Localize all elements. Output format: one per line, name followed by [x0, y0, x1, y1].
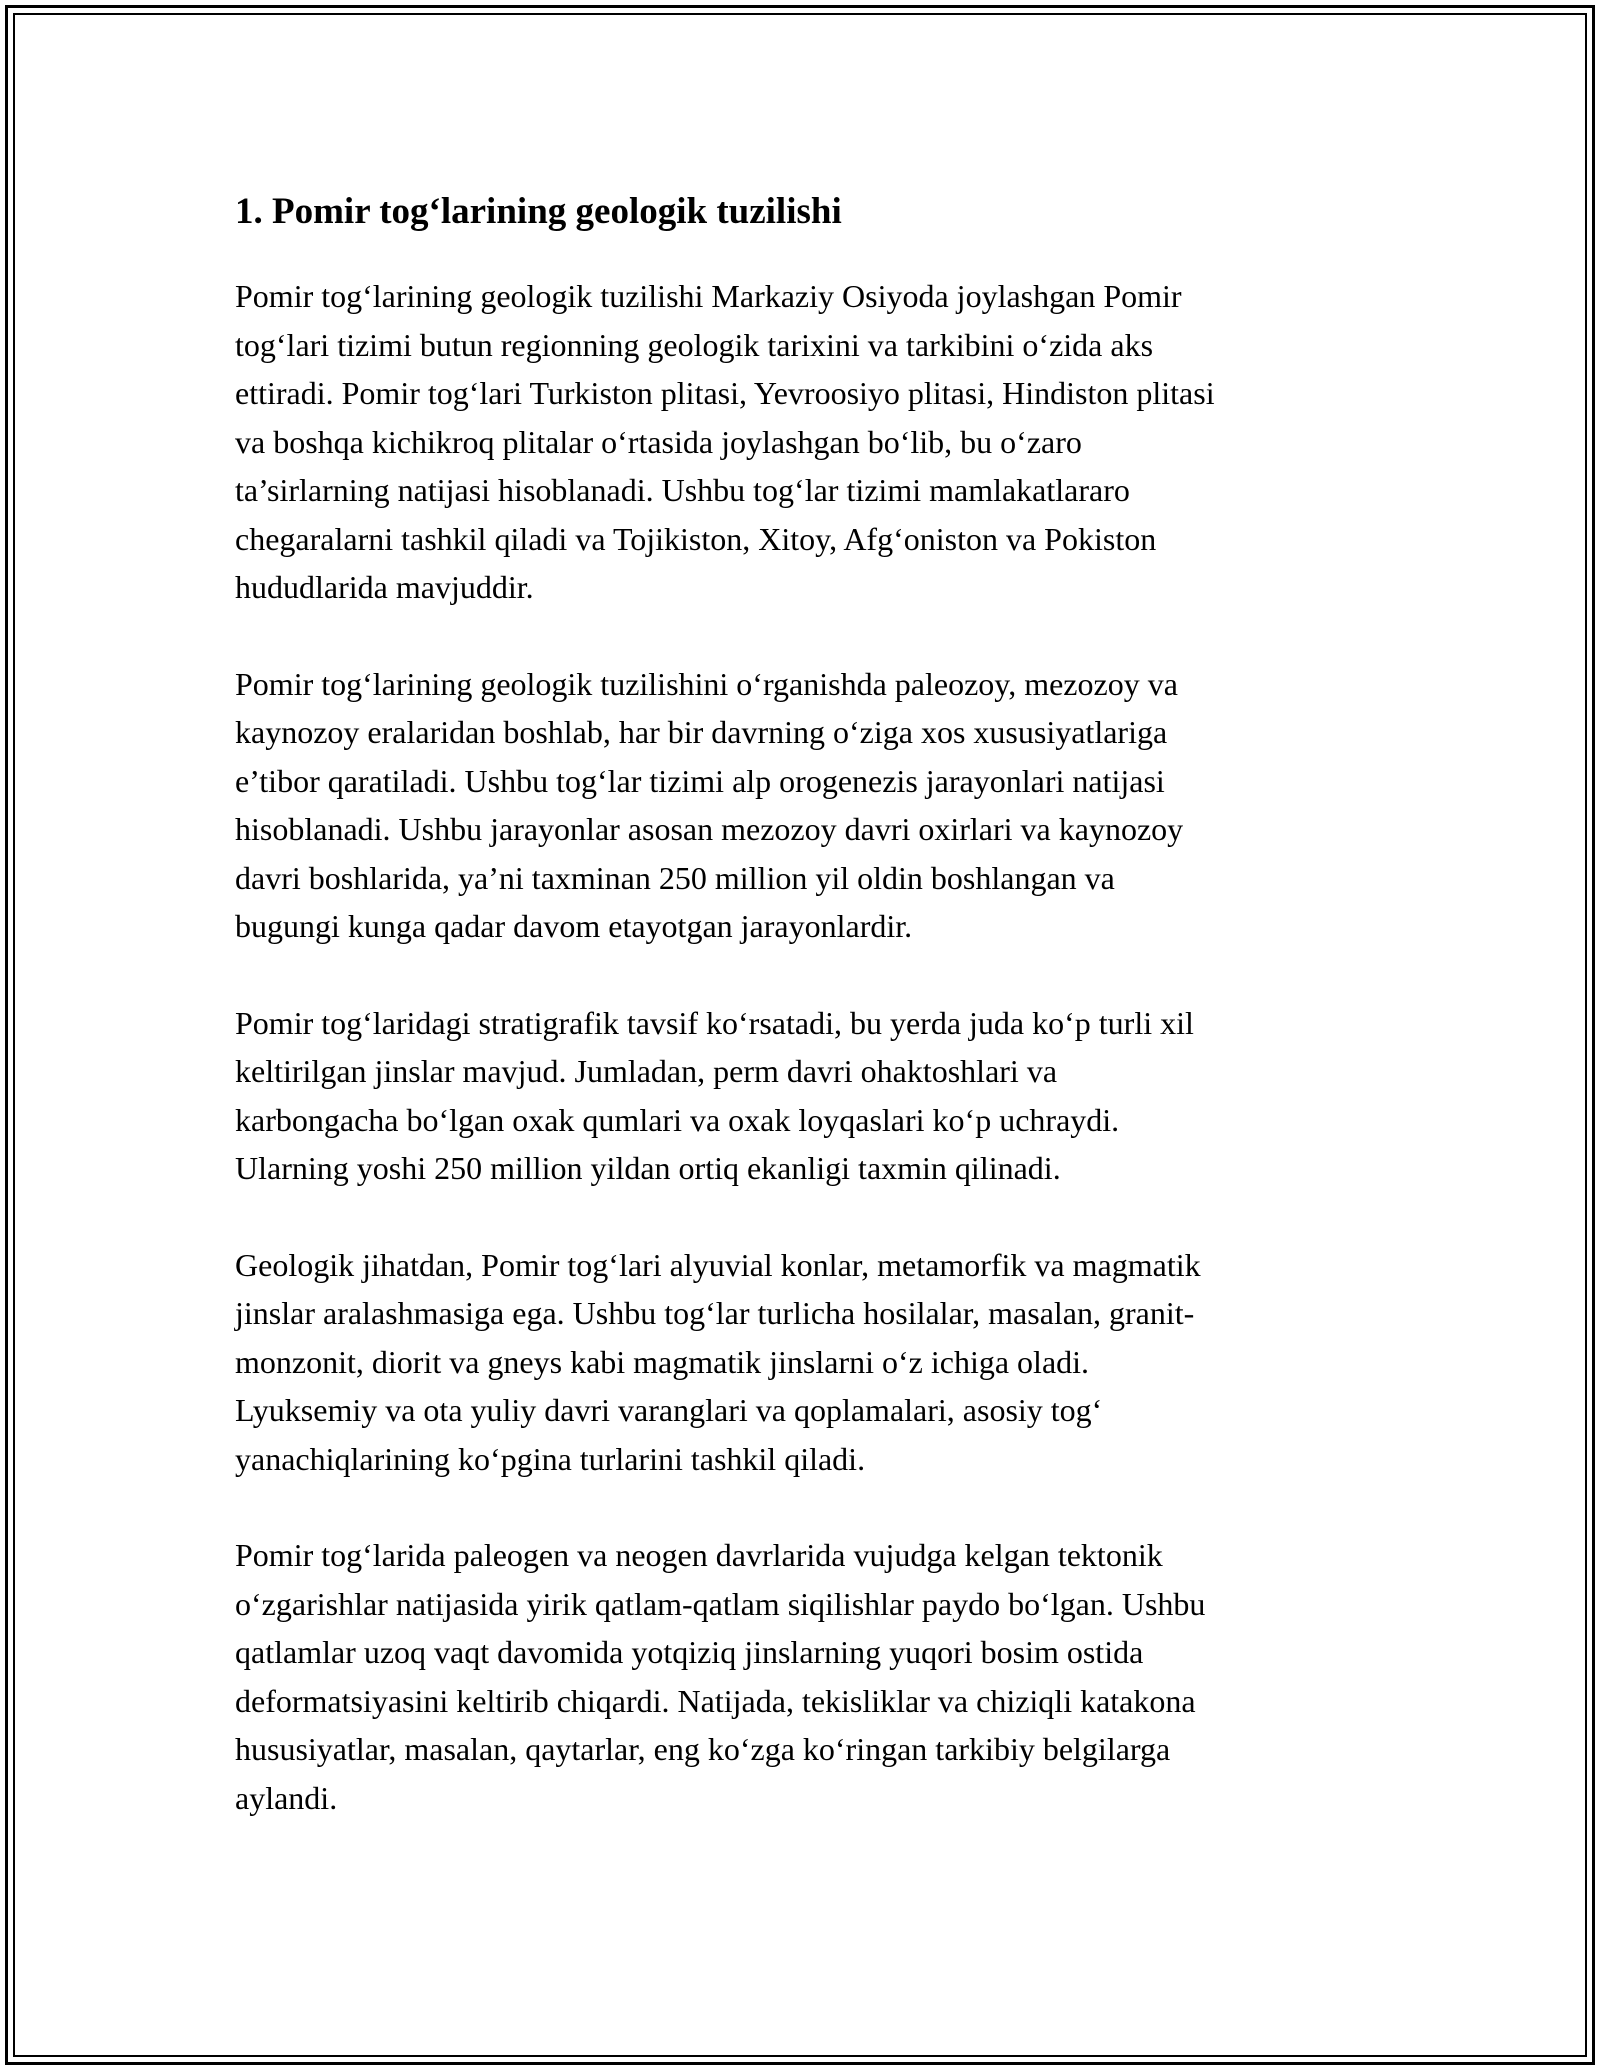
- paragraph-2: [235, 660, 1370, 951]
- text-line: keltirilgan jinslar mavjud. Jumladan, perm davri ohaktoshlari va: [235, 1053, 1058, 1089]
- text-line: aylandi.: [235, 1779, 338, 1816]
- text-line: qatlamlar uzoq vaqt davomida yotqiziq jinslarning yuqori bosim ostida: [235, 1634, 1144, 1670]
- paragraph-4: [235, 1241, 1370, 1484]
- text-line: karbongacha bo‘lgan oxak qumlari va oxak loyqaslari ko‘p uchraydi.: [235, 1101, 1120, 1138]
- text-line: jinslar aralashmasiga ega. Ushbu tog‘lar turlicha hosilalar, masalan, granit-: [235, 1295, 1195, 1331]
- text-line: monzonit, diorit va gneys kabi magmatik jinslarni o‘z ichiga oladi.: [235, 1343, 1090, 1380]
- text-line: hususiyatlar, masalan, qaytarlar, eng ko‘zga ko‘ringan tarkibiy belgilarga: [235, 1731, 1171, 1767]
- text-line: e’tibor qaratiladi. Ushbu tog‘lar tizimi alp orogenezis jarayonlari natijasi: [235, 762, 1165, 799]
- text-line: Ularning yoshi 250 million yildan ortiq ekanligi taxmin qilinadi.: [235, 1150, 1061, 1186]
- text-line: davri boshlarida, ya’ni taxminan 250 million yil oldin boshlangan va: [235, 859, 1115, 896]
- text-line: Pomir tog‘larining geologik tuzilishi Markaziy Osiyoda joylashgan Pomir: [235, 278, 1182, 314]
- text-line: va boshqa kichikroq plitalar o‘rtasida joylashgan bo‘lib, bu o‘zaro: [235, 423, 1082, 460]
- text-line: o‘zgarishlar natijasida yirik qatlam-qatlam siqilishlar paydo bo‘lgan. Ushbu: [235, 1585, 1206, 1622]
- text-line: kaynozoy eralaridan boshlab, har bir davrning o‘ziga xos xususiyatlariga: [235, 714, 1168, 750]
- paragraph-3: [235, 999, 1370, 1193]
- text-line: Pomir tog‘larida paleogen va neogen davrlarida vujudga kelgan tektonik: [235, 1537, 1163, 1573]
- document-body: [235, 188, 1370, 1870]
- paragraph-5: [235, 1531, 1370, 1822]
- text-line: ta’sirlarning natijasi hisoblanadi. Ushbu tog‘lar tizimi mamlakatlararo: [235, 472, 1130, 508]
- text-line: bugungi kunga qadar davom etayotgan jarayonlardir.: [235, 908, 913, 944]
- text-line: deformatsiyasini keltirib chiqardi. Natijada, tekisliklar va chiziqli katakona: [235, 1682, 1196, 1719]
- text-line: hududlarida mavjuddir.: [235, 569, 534, 605]
- text-line: yanachiqlarining ko‘pgina turlarini tashkil qiladi.: [235, 1440, 866, 1477]
- section-heading: 1. Pomir tog‘larining geologik tuzilishi: [235, 191, 842, 232]
- text-line: Pomir tog‘larining geologik tuzilishini o‘rganishda paleozoy, mezozoy va: [235, 665, 1178, 702]
- text-line: hisoblanadi. Ushbu jarayonlar asosan mezozoy davri oxirlari va kaynozoy: [235, 811, 1184, 847]
- text-line: Pomir tog‘laridagi stratigrafik tavsif ko‘rsatadi, bu yerda juda ko‘p turli xil: [235, 1004, 1194, 1041]
- paragraph-1: [235, 272, 1370, 612]
- text-line: Geologik jihatdan, Pomir tog‘lari alyuvial konlar, metamorfik va magmatik: [235, 1246, 1201, 1283]
- text-line: Lyuksemiy va ota yuliy davri varanglari va qoplamalari, asosiy tog‘: [235, 1392, 1103, 1428]
- text-line: chegaralarni tashkil qiladi va Tojikiston, Xitoy, Afg‘oniston va Pokiston: [235, 520, 1157, 557]
- text-line: ettiradi. Pomir tog‘lari Turkiston plitasi, Yevroosiyo plitasi, Hindiston plitasi: [235, 375, 1215, 411]
- text-line: tog‘lari tizimi butun regionning geologik tarixini va tarkibini o‘zida aks: [235, 326, 1154, 363]
